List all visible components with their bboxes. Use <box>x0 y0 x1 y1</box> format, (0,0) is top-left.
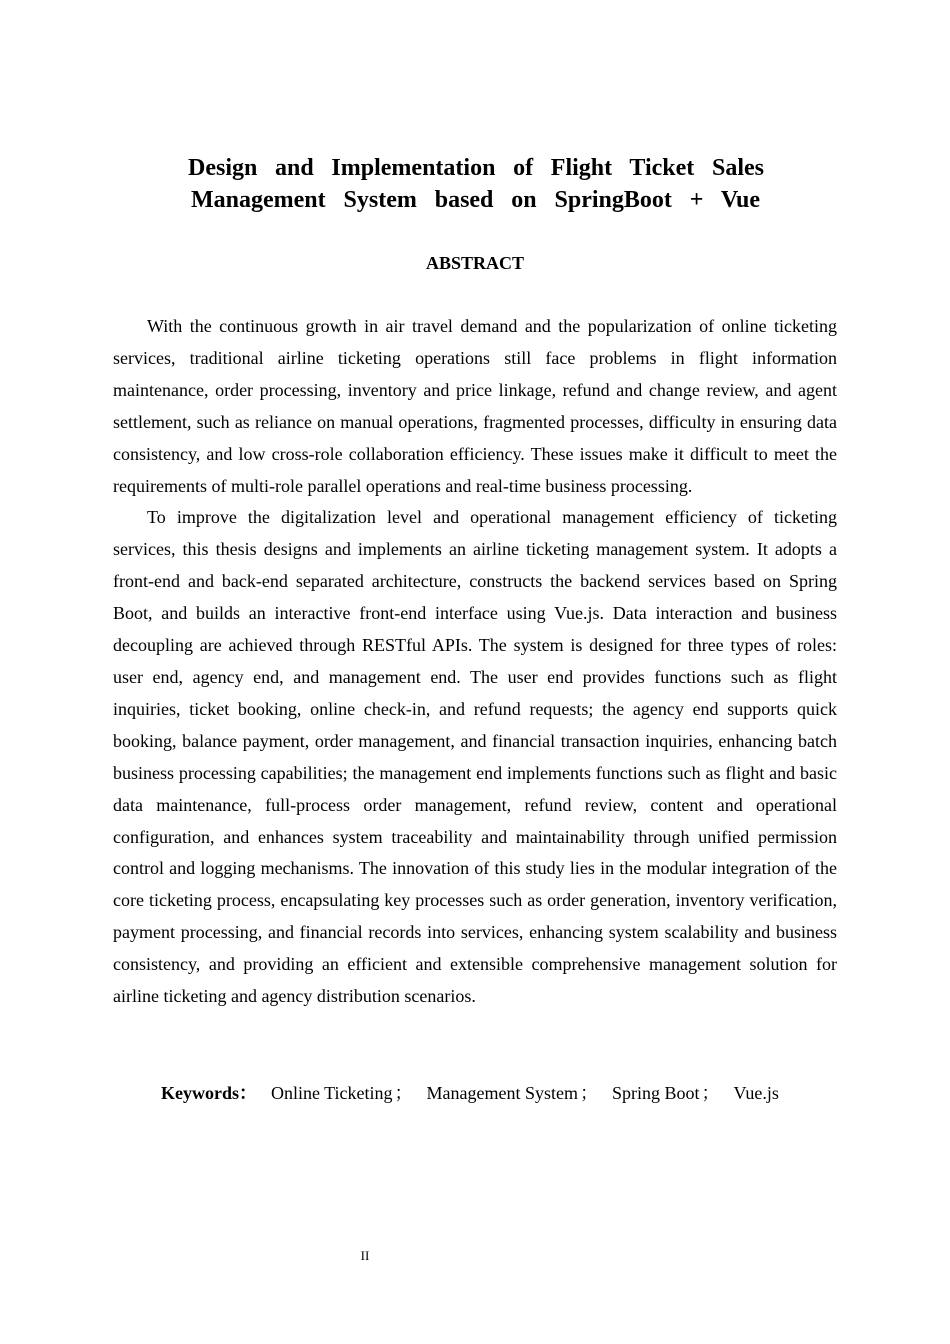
keyword-separator: ； <box>394 1083 413 1103</box>
paper-title-line-1: Design and Implementation of Flight Ticket Sales <box>188 155 764 181</box>
keywords-label: Keywords： <box>161 1083 257 1103</box>
abstract-paragraph-1: With the continuous growth in air travel demand and the popularization of online ticketing services, traditional airline ticketing operations still face problems in flight information maintenance, order processing, inventory and price linkage, refund and change review, and agent settlement, such as reliance on manual operations, fragmented processes, difficulty in ensuring data consistency, and low cross-role collaboration efficiency. These issues make it difficult to meet the requirements of multi-role parallel operations and real-time business processing. <box>113 316 837 496</box>
keyword-separator: ； <box>701 1083 720 1103</box>
keyword-item: Management System <box>426 1083 578 1103</box>
keywords-line <box>161 1080 861 1106</box>
keyword-item: Vue.js <box>733 1083 779 1103</box>
page-number: II <box>360 1248 370 1263</box>
abstract-paragraph-2: To improve the digitalization level and operational management efficiency of ticketing services, this thesis designs and implements an airline ticketing management system. It adopts a front-end and back-end separated architecture, constructs the backend services based on Spring Boot, and builds an interactive front-end interface using Vue.js. Data interaction and business decoupling are achieved through RESTful APIs. The system is designed for three types of roles: user end, agency end, and management end. The user end provides functions such as flight inquiries, ticket booking, online check-in, and refund requests; the agency end supports quick booking, balance payment, order management, and financial transaction inquiries, enhancing batch business processing capabilities; the management end implements functions such as flight and basic data maintenance, full-process order management, refund review, content and operational configuration, and enhances system traceability and maintainability through unified permission control and logging mechanisms. The innovation of this study lies in the modular integration of the core ticketing process, encapsulating key processes such as order generation, inventory verification, payment processing, and financial records into services, enhancing system scalability and business consistency, and providing an efficient and extensible comprehensive management solution for airline ticketing and agency distribution scenarios. <box>113 507 837 1007</box>
keyword-separator: ； <box>580 1083 598 1103</box>
keyword-item: Spring Boot <box>612 1083 700 1103</box>
paper-title <box>188 152 764 216</box>
abstract-body <box>113 311 837 1013</box>
keyword-item: Online Ticketing <box>271 1083 393 1103</box>
paper-title-line-2: Management System based on SpringBoot + Vue <box>191 187 760 213</box>
abstract-heading: ABSTRACT <box>425 253 525 273</box>
